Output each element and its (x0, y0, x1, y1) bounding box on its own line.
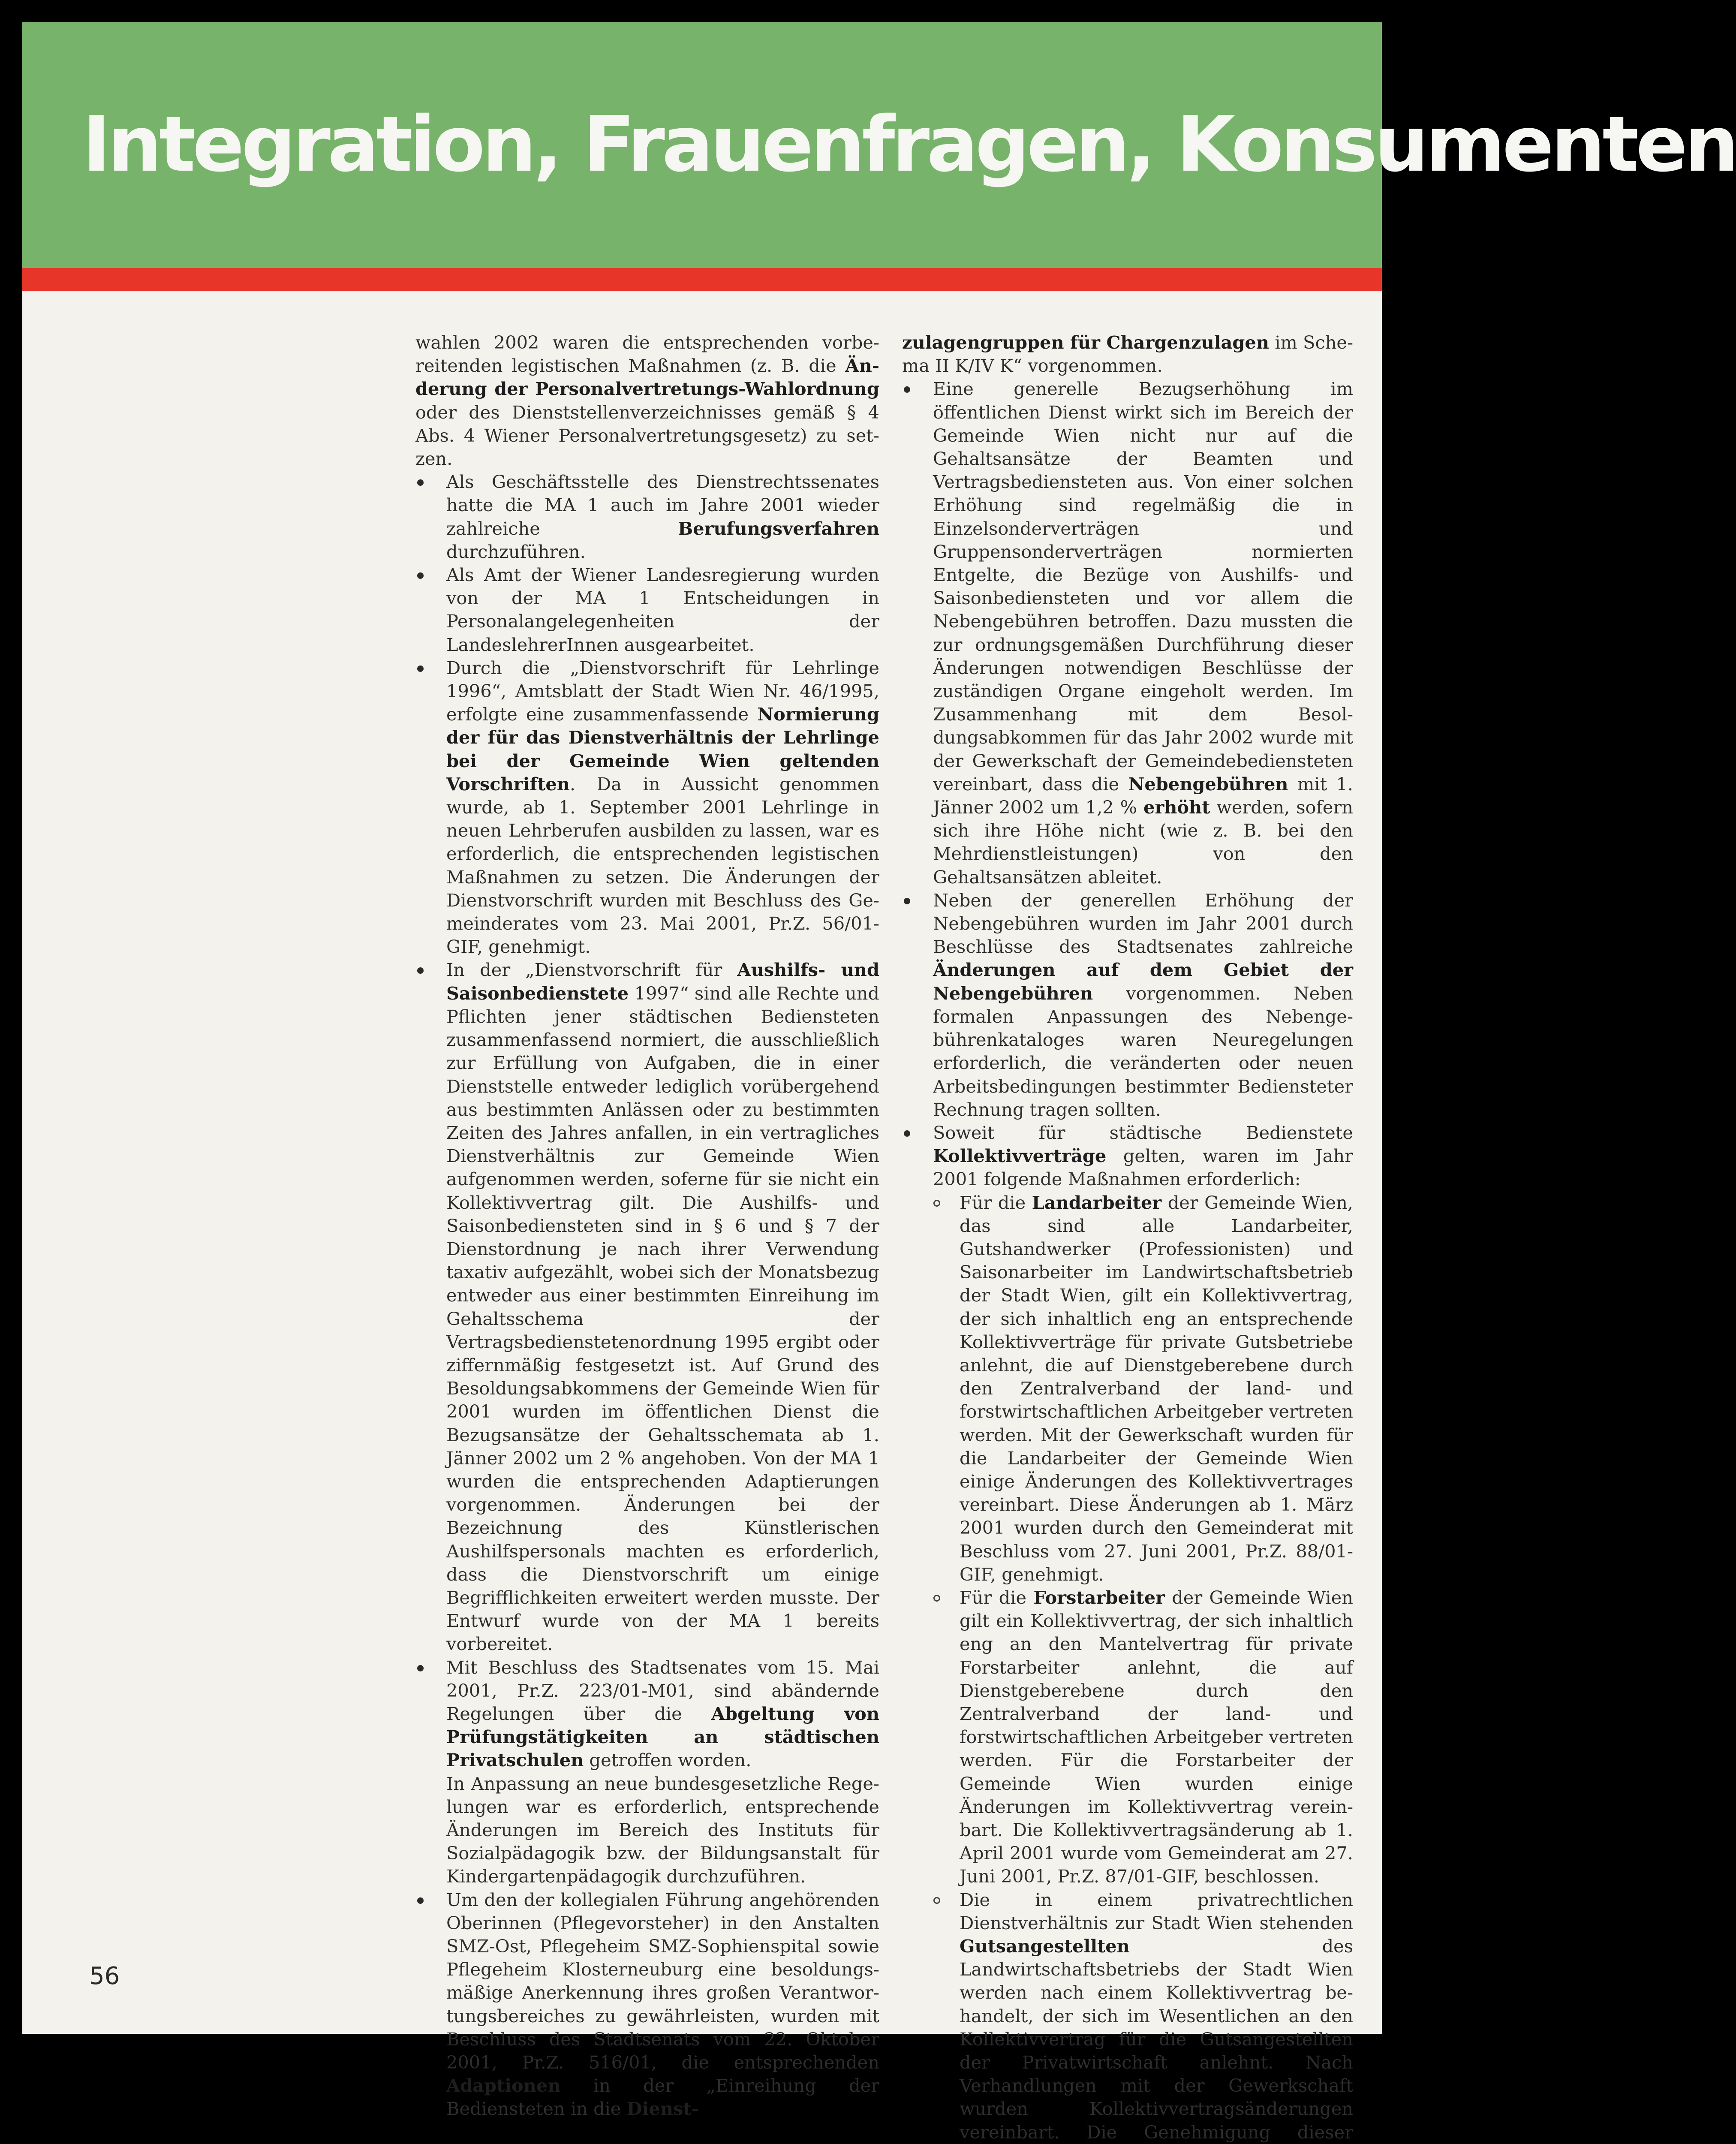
bullet-item (415, 656, 879, 959)
text-run: getroffen worden. (584, 1750, 752, 1771)
text-run: Mit Beschluss des Stadtsenates vom 15. Mai 2001, Pr.Z. 223/01-M01, sind abändernde Regelungen über die (446, 1656, 879, 1724)
text-run: Für die (960, 1192, 1032, 1213)
bullet-item (415, 1656, 879, 1772)
bullet-item (902, 1121, 1353, 1191)
bullet-item (902, 377, 1353, 888)
text-run: Durch die „Dienstvorschrift für Lehrlinge 1996“, Amtsblatt der Stadt Wien Nr. 46/1995, erfolgte eine zusammenfassende (446, 657, 879, 725)
text-run: im Schema II K/IV K“ vorgenommen. (902, 332, 1354, 376)
text-run: in der „Einreihung der Bediensteten in die (446, 2075, 879, 2120)
text-run: oder des Dienststellenverzeichnisses gemäß § 4 Abs. 4 Wiener Personalvertretungsgesetz) zu setzen. (415, 401, 879, 470)
text-run: Eine generelle Bezugserhöhung im öffentlichen Dienst wirkt sich im Bereich der Gemeinde Wien nicht nur auf die Gehaltsansätze der Beamten und Vertragsbediensteten aus. Von einer solchen Erhöhung sind regelmäßig die in Einzelsonderverträgen und Gruppensonderverträgen normierten Entgelte, die Bezüge von Aushilfs- und Saisonbediensteten und vor allem die Nebengebühren betroffen. Dazu mussten die zur ordnungsgemäßen Durchführung dieser Änderungen notwendigen Beschlüsse der zuständigen Organe eingeholt werden. Im Zusammenhang mit dem Besoldungsabkommen für das Jahr 2002 wurde mit der Gewerkschaft der Gemeindebediensteten vereinbart, dass die (933, 378, 1353, 795)
left-column (415, 331, 879, 2121)
bold-text: erhöht (1143, 797, 1210, 818)
text-run: Als Geschäftsstelle des Dienstrechtssenates hatte die MA 1 auch im Jahre 2001 wieder zahlreiche (446, 471, 879, 539)
text-run: der Gemeinde Wien, das sind alle Landarbeiter, Gutshandwerker (Professionisten) und Saisonarbeiter im Landwirtschaftsbetrieb der Stadt Wien, gilt ein Kollektivvertrag, der sich inhaltlich eng an entsprechende Kollektivverträge für private Gutsbetriebe anlehnt, die auf Dienstgeberebene durch den Zentralverband der land- und forstwirtschaftlichen Arbeitgeber vertreten werden. Mit der Gewerkschaft wurden für die Landarbeiter der Gemeinde Wien einige Änderungen des Kollektivvertrages vereinbart. Diese Änderungen ab 1. März 2001 wurden durch den Gemeinderat mit Beschluss vom 27. Juni 2001, Pr.Z. 88/01-GIF, genehmigt. (960, 1192, 1353, 1585)
text-run: der Gemeinde Wien gilt ein Kollektivvertrag, der sich inhaltlich eng an den Mantelvertrag für private Forstarbeiter anlehnt, die auf Dienstgeberebene durch den Zentralverband der land- und forstwirtschaftlichen Arbeitgeber vertreten werden. Für die Forstarbeiter der Gemeinde Wien wurden einige Änderungen im Kollektivvertrag vereinbart. Die Kollektivvertragsänderung ab 1. April 2001 wurde vom Gemeinderat am 27. Juni 2001, Pr.Z. 87/01-GIF, beschlossen. (960, 1587, 1353, 1887)
bold-text: Adaptionen (446, 2075, 561, 2096)
document-page (22, 22, 1736, 2143)
bullet-item (415, 958, 879, 1656)
bullet-item (415, 1888, 879, 2121)
bold-text: Normierung der für das Dienstverhältnis der Lehrlinge bei der Gemeinde Wien geltenden Vorschriften (446, 704, 879, 795)
bold-text: Aushilfs- und Saisonbedienstete (446, 959, 879, 1004)
header-band (22, 22, 1736, 268)
red-accent-stripe (22, 268, 1382, 291)
bold-text: Änderungen auf dem Gebiet der Nebengebühren (933, 959, 1353, 1004)
sub-bullet-item (902, 1191, 1353, 1586)
text-run: durchzuführen. (446, 541, 586, 562)
paragraph (415, 331, 879, 470)
bold-text: Dienst- (626, 2098, 699, 2120)
text-run: gelten, waren im Jahr 2001 folgende Maßnahmen erforderlich: (933, 1145, 1353, 1190)
bold-text: Nebengebühren (1128, 773, 1288, 795)
text-run: Um den der kollegialen Führung angehörenden Oberinnen (Pflegevorsteher) in den Anstalten SMZ-Ost, Pflegeheim SMZ-Sophienspital sowie Pflegeheim Klosterneuburg eine besoldungsmäßige Anerkennung ihres großen Verantwortungsbereiches zu gewährleisten, wurden mit Beschluss des Stadtsenats vom 22. Oktober 2001, Pr.Z. 516/01, die entsprechenden (446, 1889, 879, 2073)
text-run: . Da in Aussicht genommen wurde, ab 1. September 2001 Lehrlinge in neuen Lehrberufen ausbilden zu lassen, war es erforderlich, die entsprechenden legistischen Maßnahmen zu setzen. Die Änderungen der Dienstvorschrift wurden mit Beschluss des Gemeinderates vom 23. Mai 2001, Pr.Z. 56/01-GIF, genehmigt. (446, 773, 879, 958)
bold-text: Landarbeiter (1032, 1192, 1162, 1213)
bold-text: Kollektivverträge (933, 1145, 1107, 1167)
paragraph: In Anpassung an neue bundesgesetzliche Regelungen war es erforderlich, entsprechende Änderungen im Bereich des Instituts für Sozialpädagogik bzw. der Bildungsanstalt für Kindergartenpädagogik durchzuführen. (446, 1773, 879, 1887)
sub-bullet-item (902, 1888, 1353, 2144)
text-run: wahlen 2002 waren die entsprechenden vorbereitenden legistischen Maßnahmen (z. B. die (415, 332, 879, 376)
bold-text: Gutsangestellten (960, 1936, 1130, 1957)
text-run: Die in einem privatrechtlichen Dienstverhältnis zur Stadt Wien stehenden (960, 1889, 1353, 1933)
right-column (902, 331, 1353, 2144)
text-run: des Landwirtschaftsbetriebs der Stadt Wien werden nach einem Kollektivvertrag behandelt, der sich im Wesentlichen an den Kollektivvertrag für die Gutsangestellten der Privatwirtschaft anlehnt. Nach Verhandlungen mit der Gewerkschaft wurden Kollektivvertragsänderungen vereinbart. Die Genehmigung dieser (960, 1936, 1353, 2143)
text-run: Neben der generellen Erhöhung der Nebengebühren wurden im Jahr 2001 durch Beschlüsse des Stadtsenates zahlreiche (933, 889, 1353, 958)
text-run: Soweit für städtische Bedienstete (933, 1122, 1353, 1143)
text-run: 1997“ sind alle Rechte und Pflichten jener städtischen Bediensteten zusammenfassend normiert, die ausschließlich zur Erfüllung von Aufgaben, die in einer Dienststelle entweder lediglich vorübergehend aus bestimmten Anlässen oder zu bestimmten Zeiten des Jahres anfallen, in ein vertragliches Dienstverhältnis zur Gemeinde Wien aufgenommen werden, soferne für sie nicht ein Kollektivvertrag gilt. Die Aushilfs- und Saisonbediensteten sind in § 6 und § 7 der Dienstordnung je nach ihrer Verwendung taxativ aufgezählt, wobei sich der Monatsbezug entweder aus einer bestimmten Einreihung im Gehaltsschema der Vertragsbedienstetenordnung 1995 ergibt oder ziffernmäßig festgesetzt ist. Auf Grund des Besoldungsabkommens der Gemeinde Wien für 2001 wurden im öffentlichen Dienst die Bezugsansätze der Gehaltsschemata ab 1. Jänner 2002 um 2 % angehoben. Von der MA 1 wurden die entsprechenden Adaptierungen vorgenommen. Änderungen bei der Bezeichnung des Künstlerischen Aushilfspersonals machten es erforderlich, dass die Dienstvorschrift um einige Begrifflichkeiten erweitert werden musste. Der Entwurf wurde von der MA 1 bereits vorbereitet. (446, 982, 879, 1655)
paragraph (902, 331, 1353, 377)
bullet-item (415, 563, 879, 656)
bold-text: Abgeltung von Prüfungstätigkeiten an städtischen Privatschulen (446, 1703, 879, 1771)
bold-text: Forstarbeiter (1033, 1587, 1165, 1608)
bullet-item (415, 470, 879, 563)
bold-text: Berufungsverfahren (678, 518, 879, 539)
text-run: werden, sofern sich ihre Höhe nicht (wie z. B. bei den Mehrdienstleistungen) von den Gehaltsansätzen ableitet. (933, 797, 1353, 888)
text-run: In der „Dienstvorschrift für (446, 959, 737, 981)
text-run: mit 1. Jänner 2002 um 1,2 % (933, 773, 1353, 818)
sub-bullet-item (902, 1586, 1353, 1888)
bold-text: zulagengruppen für Chargenzulagen (902, 332, 1269, 353)
text-run: Als Amt der Wiener Landesregierung wurden von der MA 1 Entscheidungen in Personalangelegenheiten der LandeslehrerInnen ausgearbeitet. (446, 564, 879, 655)
bold-text: Änderung der Personalvertretungs-Wahlordnung (415, 355, 879, 400)
text-run: Für die (960, 1587, 1034, 1608)
page-title: Integration, Frauenfragen, Konsumenten (82, 100, 1736, 189)
bullet-item (902, 889, 1353, 1121)
page-number: 56 (89, 1962, 120, 1990)
text-run: vorgenommen. Neben formalen Anpassungen des Nebengebührenkataloges waren Neuregelungen erforderlich, die veränderten oder neuen Arbeitsbedingungen bestimmter Bediensteter Rechnung tragen sollten. (933, 982, 1353, 1120)
